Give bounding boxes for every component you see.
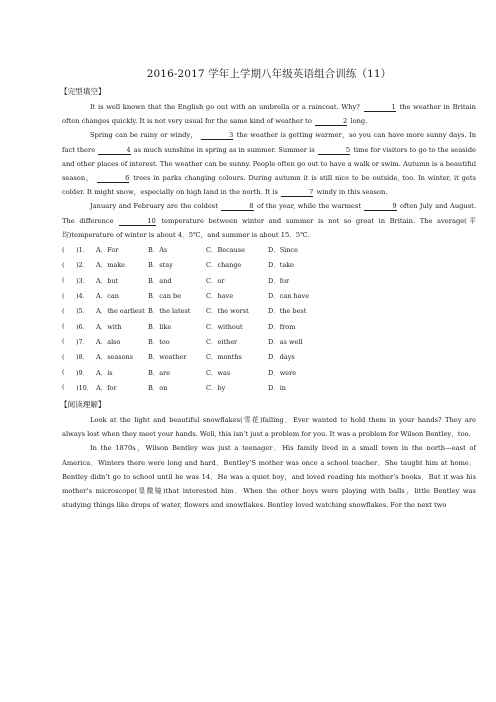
text: trees in parks changing colours. During autumn it is still nice to be outside, too. In winter, it gets colder. It might snow，especially on high land in the north. It is: [62, 174, 476, 197]
answer-paren: (: [62, 306, 65, 315]
question-number: )1．: [76, 246, 90, 255]
option-d: D．were: [268, 368, 297, 377]
option-a: A．make: [96, 261, 126, 270]
option-c: C．by: [206, 383, 226, 392]
option-b: B．can be: [148, 292, 182, 301]
blank-7: 7: [281, 188, 313, 197]
question-number: )3．: [76, 276, 90, 285]
option-c: C．months: [206, 353, 242, 362]
cloze-options: [62, 242, 476, 395]
answer-paren: (: [62, 322, 65, 331]
text: often July and August. The difference: [62, 202, 476, 225]
text: as much sunshine in spring as in summer. Summer is: [133, 145, 315, 154]
blank-2: 2: [315, 117, 347, 126]
option-row-1: [62, 242, 476, 257]
reading-heading: 【阅读理解】: [60, 400, 106, 409]
option-b: B．and: [148, 276, 172, 285]
answer-paren: (: [62, 291, 65, 300]
text: temperature between winter and summer is not so great in Britain. The average(平均)temperature of winter is about 4．5℃，and summer is about 15．5℃.: [62, 216, 476, 239]
option-row-3: [62, 273, 476, 288]
blank-5: 5: [318, 146, 350, 155]
option-c: C．have: [206, 292, 234, 301]
option-a: A．for: [96, 383, 117, 392]
text: long.: [350, 117, 368, 126]
answer-paren: (: [62, 245, 65, 254]
option-a: A．can: [96, 292, 119, 301]
option-b: B．on: [148, 383, 168, 392]
cloze-paragraph-2: [62, 128, 476, 199]
question-number: )7．: [76, 337, 90, 346]
option-row-4: [62, 288, 476, 303]
question-number: )10．: [76, 383, 94, 392]
blank-6: 6: [97, 174, 129, 183]
text: Spring can be rainy or windy，: [90, 131, 198, 140]
text: windy in this season.: [316, 188, 388, 197]
question-number: )2．: [76, 261, 90, 270]
option-b: B．weather: [148, 353, 187, 362]
option-a: A．For: [96, 246, 119, 255]
option-d: D．can have: [268, 292, 310, 301]
option-d: D．as well: [268, 337, 303, 346]
blank-4: 4: [98, 146, 130, 155]
option-c: C．either: [206, 337, 238, 346]
blank-1: 1: [364, 103, 396, 112]
option-row-9: [62, 364, 476, 379]
answer-paren: (: [62, 383, 65, 392]
option-d: D．days: [268, 353, 295, 362]
cloze-paragraph-3: [62, 199, 476, 242]
option-a: A．also: [96, 337, 121, 346]
question-number: )6．: [76, 322, 90, 331]
text: January and February are the coldest: [90, 202, 218, 211]
blank-3: 3: [201, 131, 233, 140]
option-b: B．too: [148, 337, 170, 346]
answer-paren: (: [62, 352, 65, 361]
blank-10: 10: [119, 217, 156, 226]
option-c: C．the worst: [206, 307, 249, 316]
option-a: A．seasons: [96, 353, 134, 362]
blank-9: 9: [364, 202, 396, 211]
reading-paragraph-2: In the 1870s，Wilson Bentley was just a teenager．His family lived in a small town in the north—east of America．Winters there were long and hard．Bentley’S mother was once a school teacher．She taught him at home．Bentley didn’t go to school until he was 14．He was a quiet boy，and loved reading his mother’s books．But it was his mother’s microscope(显微镜)that interested him．When the other boys were playing with balls，little Bentley was studying things like drops of water, flowers and snowflakes. Bentley loved watching snowflakes. For the next two: [62, 444, 476, 510]
option-row-7: [62, 334, 476, 349]
option-row-2: [62, 257, 476, 272]
answer-paren: (: [62, 260, 65, 269]
option-c: C．or: [206, 276, 225, 285]
cloze-paragraph-1: [62, 100, 476, 128]
option-d: D．take: [268, 261, 294, 270]
option-a: A．the earliest: [96, 307, 145, 316]
option-d: D．in: [268, 383, 286, 392]
option-row-6: [62, 319, 476, 334]
text: of the year, while the warmest: [256, 202, 362, 211]
option-c: C．without: [206, 322, 243, 331]
option-d: D．the best: [268, 307, 307, 316]
question-number: )9．: [76, 368, 90, 377]
option-b: B．like: [148, 322, 172, 331]
option-b: B．As: [148, 246, 168, 255]
option-a: A．but: [96, 276, 119, 285]
cloze-heading: 【完型填空】: [60, 87, 106, 96]
answer-paren: (: [62, 337, 65, 346]
answer-paren: (: [62, 276, 65, 285]
option-a: A．with: [96, 322, 122, 331]
question-number: )8．: [76, 353, 90, 362]
text: It is well known that the English go out with an umbrella or a raincoat. Why?: [90, 103, 360, 111]
option-c: C．Because: [206, 246, 245, 255]
option-b: B．the latest: [148, 307, 191, 316]
option-d: D．Since: [268, 246, 298, 255]
question-number: )5．: [76, 307, 90, 316]
option-c: C．change: [206, 261, 242, 270]
text: the weather is getting warmer，so you can have more sunny days. In fact there: [62, 131, 477, 154]
option-row-8: [62, 349, 476, 364]
option-d: D．from: [268, 322, 296, 331]
option-row-10: [62, 380, 476, 395]
option-row-5: [62, 303, 476, 318]
option-a: A．is: [96, 368, 113, 377]
page-title: 2016-2017 学年上学期八年级英语组合训练（11）: [146, 68, 392, 80]
option-c: C．was: [206, 368, 231, 377]
option-b: B．stay: [148, 261, 173, 270]
option-d: D．for: [268, 276, 290, 285]
option-b: B．are: [148, 368, 171, 377]
text: time for visitors to go to the seaside and other places of interest. The weather can be sunny. People often go out to have a walk or swim. Autumn is a beautiful season，: [62, 145, 476, 183]
question-number: )4．: [76, 292, 90, 301]
answer-paren: (: [62, 368, 65, 377]
blank-8: 8: [221, 202, 253, 211]
reading-paragraph-1: Look at the light and beautiful snowflakes(雪花)falling．Ever wanted to hold them in your hands? They are always lost when they meet your hands. Well, this isn’t just a problem for you. It was a problem for Wilson Bentley，too.: [62, 416, 476, 439]
text: the weather in Britain often changes quickly. It is not very usual for the same kind of weather to: [62, 103, 476, 126]
